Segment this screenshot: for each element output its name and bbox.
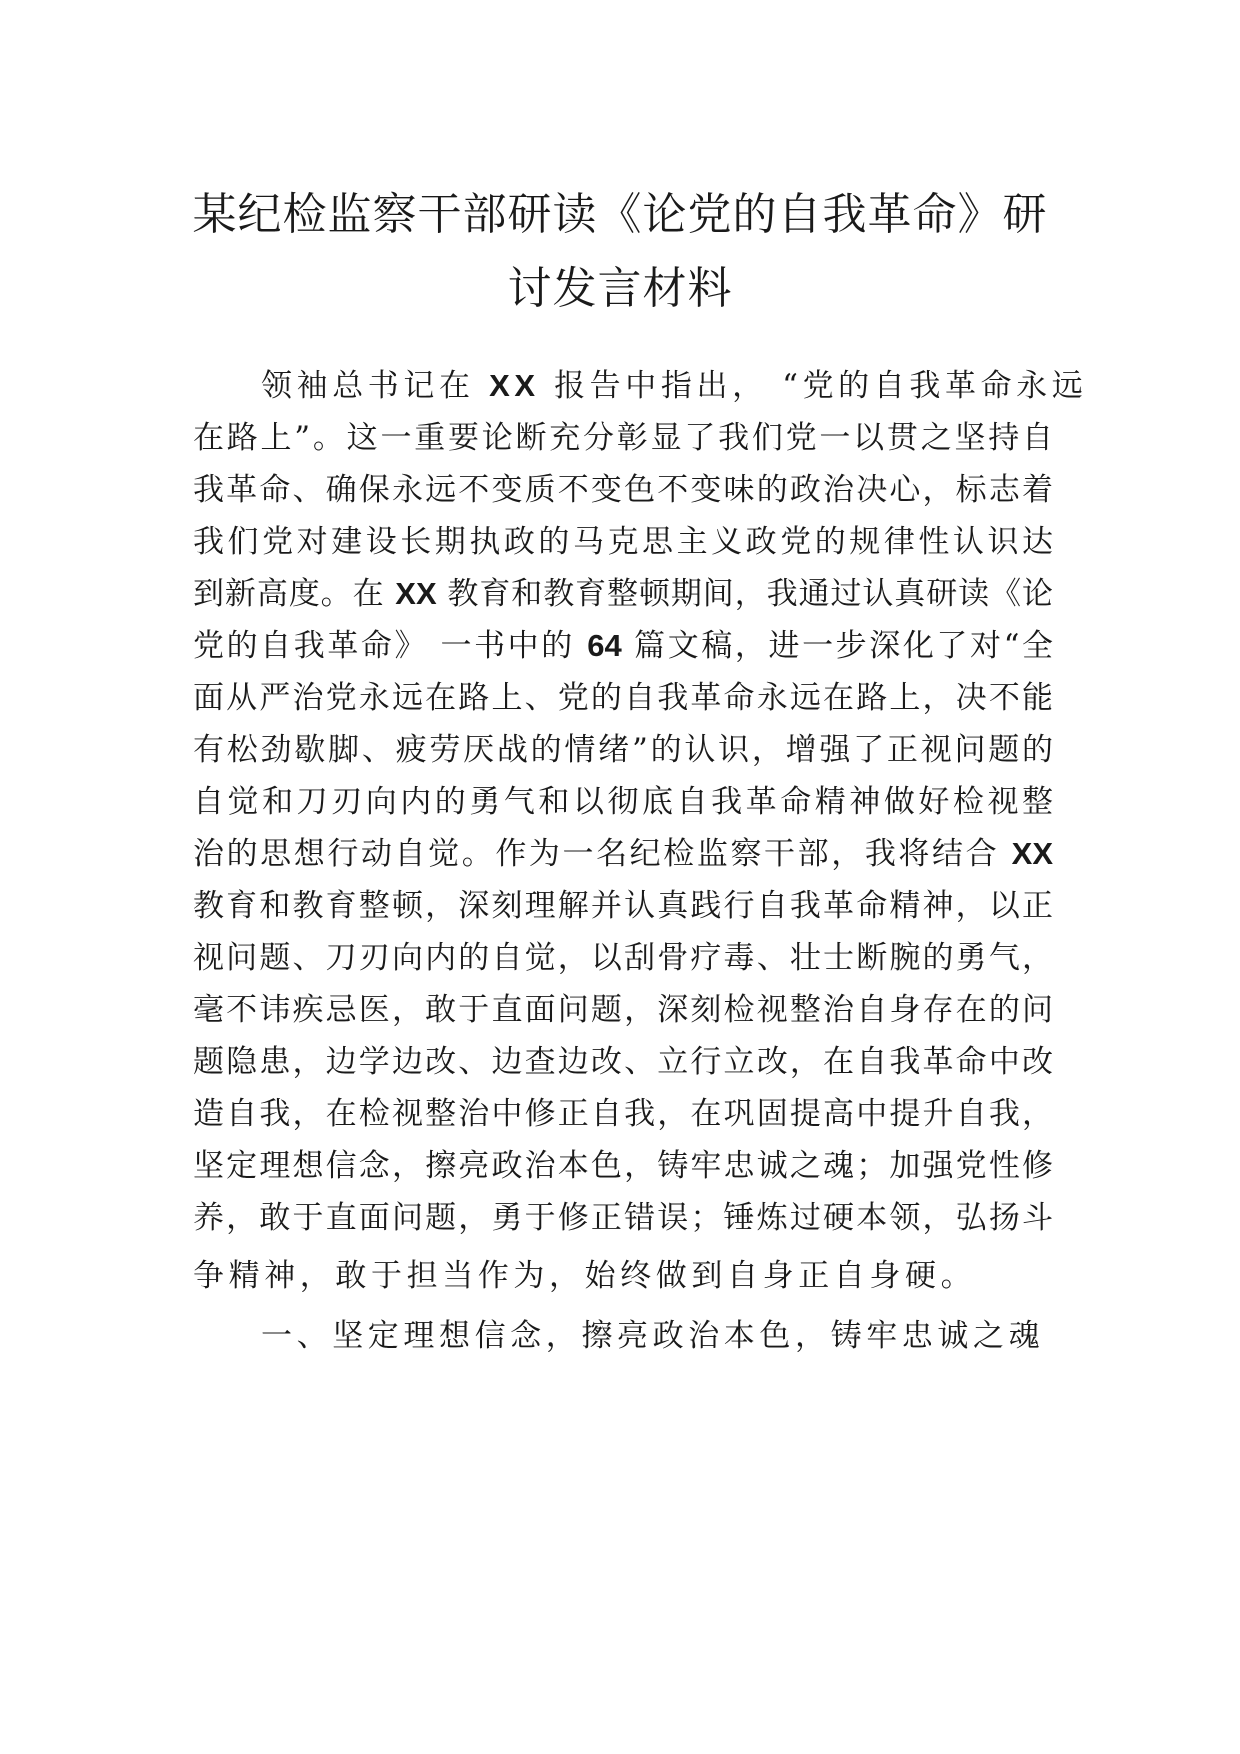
- title-line-1: 某纪检监察干部研读《论党的自我革命》研: [192, 189, 1048, 240]
- title-line-2: 讨发言材料: [507, 263, 733, 314]
- document-title: [180, 178, 1060, 326]
- paragraph-line: 题隐患，边学边改、边查边改、立行立改，在自我革命中改: [193, 1044, 1053, 1080]
- paragraph-line: 养，敢于直面问题，勇于修正错误；锤炼过硬本领，弘扬斗: [193, 1200, 1053, 1236]
- paragraph-line: 教育和教育整顿，深刻理解并认真践行自我革命精神，以正: [193, 888, 1053, 924]
- paragraph-line: 面从严治党永远在路上、党的自我革命永远在路上，决不能: [193, 680, 1053, 716]
- paragraph-line: 有松劲歇脚、疲劳厌战的情绪”的认识，增强了正视问题的: [193, 732, 1053, 768]
- inline-token: XX: [1011, 836, 1053, 871]
- section-heading: 一、坚定理想信念，擦亮政治本色，铸牢忠诚之魂: [261, 1318, 1045, 1354]
- paragraph-line: 我们党对建设长期执政的马克思主义政党的规律性认识达: [193, 524, 1053, 560]
- paragraph-line: 视问题、刀刃向内的自觉，以刮骨疗毒、壮士断腕的勇气，: [193, 940, 1053, 976]
- paragraph-line: 党的自我革命》 一书中的 64 篇文稿，进一步深化了对“全: [193, 628, 1053, 664]
- paragraph-line: 争精神，敢于担当作为，始终做到自身正自身硬。: [193, 1258, 977, 1294]
- paragraph-line: 领袖总书记在 XX 报告中指出， “党的自我革命永远: [261, 368, 1088, 404]
- paragraph-line: 在路上”。这一重要论断充分彰显了我们党一以贯之坚持自: [193, 420, 1053, 456]
- paragraph-line: 毫不讳疾忌医，敢于直面问题，深刻检视整治自身存在的问: [193, 992, 1053, 1028]
- paragraph-line: 治的思想行动自觉。作为一名纪检监察干部，我将结合 XX: [193, 836, 1053, 872]
- paragraph-line: 坚定理想信念，擦亮政治本色，铸牢忠诚之魂；加强党性修: [193, 1148, 1053, 1184]
- inline-token: XX: [395, 576, 437, 611]
- paragraph-line: 造自我，在检视整治中修正自我，在巩固提高中提升自我，: [193, 1096, 1053, 1132]
- inline-token: 64: [587, 628, 622, 663]
- paragraph-line: 我革命、确保永远不变质不变色不变味的政治决心，标志着: [193, 472, 1053, 508]
- paragraph-line: 到新高度。在 XX 教育和教育整顿期间，我通过认真研读《论: [193, 576, 1053, 612]
- inline-token: XX: [489, 368, 540, 403]
- paragraph-line: 自觉和刀刃向内的勇气和以彻底自我革命精神做好检视整: [193, 784, 1053, 820]
